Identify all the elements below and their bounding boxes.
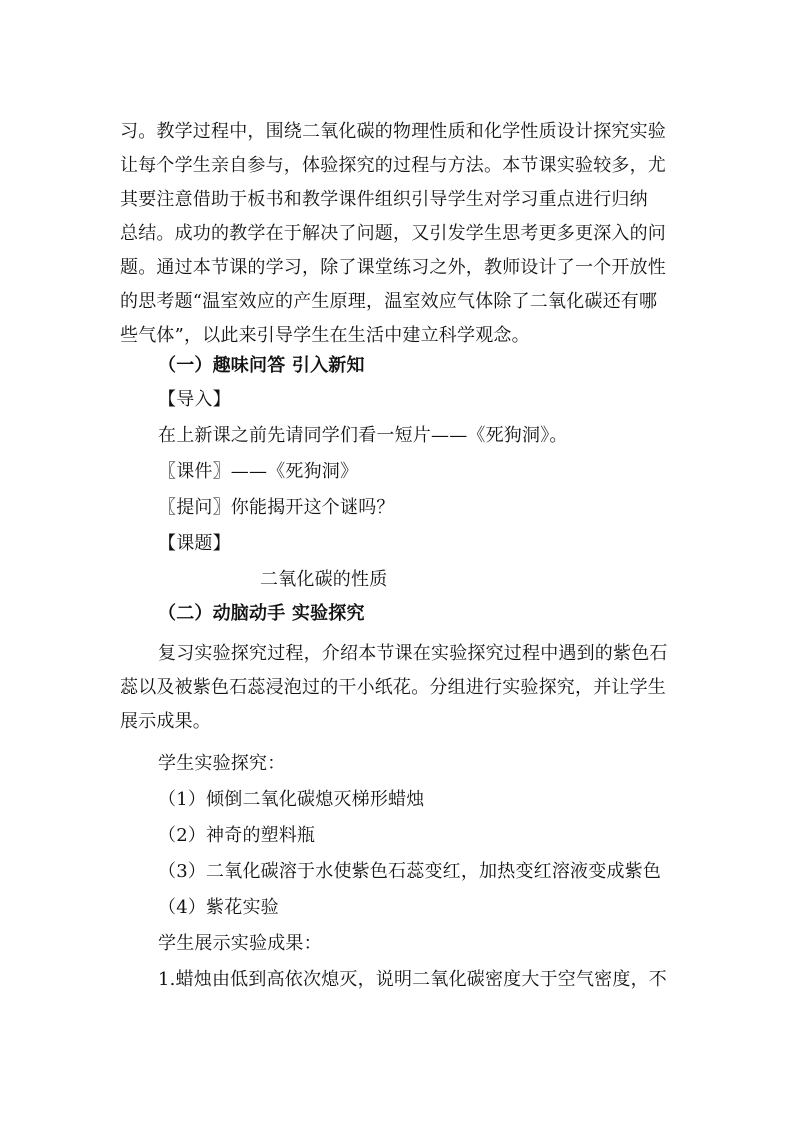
section-heading-1: （一）趣味问答 引入新知 bbox=[158, 355, 365, 376]
experiment-item: （2）神奇的塑料瓶 bbox=[158, 825, 316, 846]
topic-label: 【课题】 bbox=[158, 533, 231, 554]
experiments-label: 学生实验探究： bbox=[158, 753, 286, 774]
paragraph-line: 蕊以及被紫色石蕊浸泡过的干小纸花。分组进行实验探究，并让学生 bbox=[120, 677, 666, 698]
question-line: 〖提问〗你能揭开这个谜吗？ bbox=[158, 497, 395, 518]
paragraph-line: 题。通过本节课的学习，除了课堂练习之外，教师设计了一个开放性 bbox=[120, 257, 666, 278]
paragraph-line: 的思考题“温室效应的产生原理，温室效应气体除了二氧化碳还有哪 bbox=[120, 291, 658, 312]
paragraph-line: 复习实验探究过程，介绍本节课在实验探究过程中遇到的紫色石 bbox=[158, 643, 668, 664]
paragraph-line: 些气体”，以此来引导学生在生活中建立科学观念。 bbox=[120, 325, 530, 346]
paragraph-line: 总结。成功的教学在于解决了问题，又引发学生思考更多更深入的问 bbox=[120, 223, 666, 244]
results-label: 学生展示实验成果： bbox=[158, 933, 322, 954]
paragraph-line: 习。教学过程中，围绕二氧化碳的物理性质和化学性质设计探究实验 bbox=[120, 121, 666, 142]
experiment-item: （3）二氧化碳溶于水使紫色石蕊变红，加热变红溶液变成紫色 bbox=[158, 861, 662, 882]
paragraph-line: 展示成果。 bbox=[120, 711, 211, 732]
paragraph-line: 让每个学生亲自参与，体验探究的过程与方法。本节课实验较多，尤 bbox=[120, 155, 666, 176]
paragraph-line: 其要注意借助于板书和教学课件组织引导学生对学习重点进行归纳 bbox=[120, 189, 648, 210]
intro-label: 【导入】 bbox=[158, 389, 231, 410]
experiment-item: （4）紫花实验 bbox=[158, 897, 279, 918]
topic-title: 二氧化碳的性质 bbox=[260, 569, 388, 590]
experiment-item: （1）倾倒二氧化碳熄灭梯形蜡烛 bbox=[158, 789, 425, 810]
intro-text: 在上新课之前先请同学们看一短片——《死狗洞》。 bbox=[158, 425, 568, 446]
result-line: 1.蜡烛由低到高依次熄灭，说明二氧化碳密度大于空气密度，不 bbox=[158, 969, 667, 990]
section-heading-2: （二）动脑动手 实验探究 bbox=[158, 603, 365, 624]
courseware-line: 〖课件〗——《死狗洞》 bbox=[158, 461, 359, 482]
